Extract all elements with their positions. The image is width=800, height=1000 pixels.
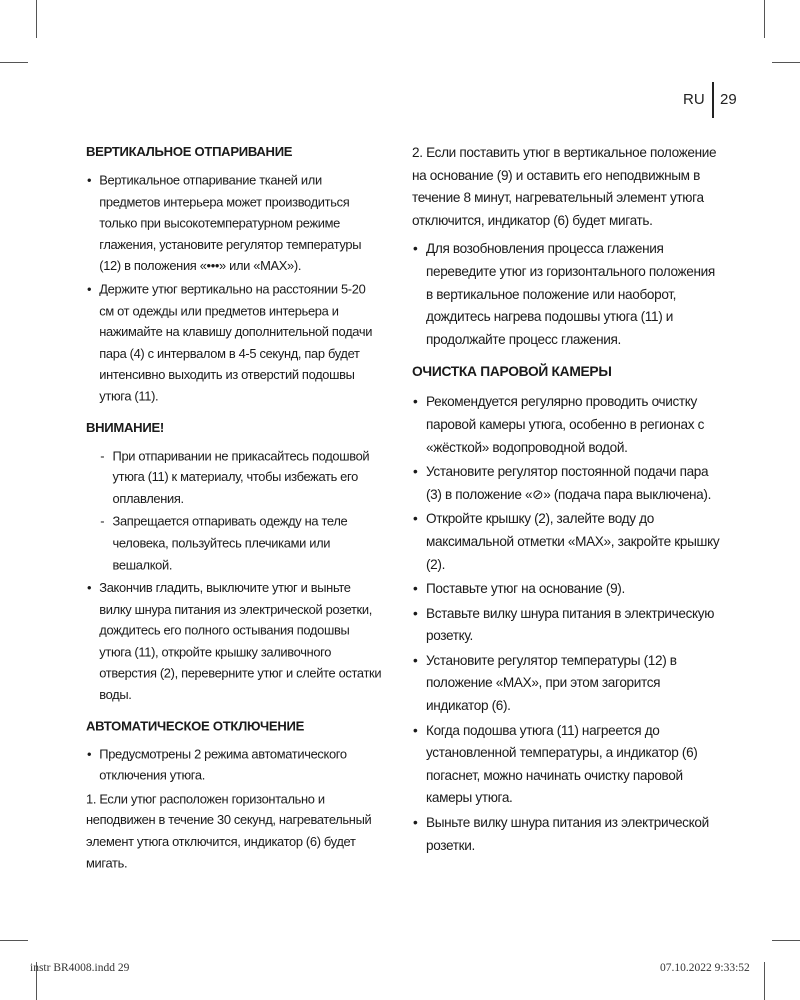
- page-header: [683, 90, 737, 110]
- list-item: • Откройте крышку (2), залейте воду до максимальной отметки «MAX», закройте крышку (2).: [412, 508, 724, 576]
- section-title-warning: ВНИМАНИЕ!: [86, 420, 164, 435]
- list-item: • Выньте вилку шнура питания из электрической розетки.: [412, 812, 724, 857]
- resume-list: [412, 238, 724, 351]
- page-number: 29: [720, 91, 737, 108]
- list-item: • Установите регулятор постоянной подачи пара (3) в положение «⊘» (подача пара выключена).: [412, 461, 724, 506]
- list-item: • Установите регулятор температуры (12) в положение «MAX», при этом загорится индикатор (6).: [412, 650, 724, 718]
- list-item: • Предусмотрены 2 режима автоматического отключения утюга.: [86, 744, 382, 787]
- list-item: • Для возобновления процесса глажения переведите утюг из горизонтального положения в вертикальное положение или наоборот, дождитесь нагрева подошвы утюга (11) и продолжайте процесс глажения.: [412, 238, 724, 351]
- crop-mark: [0, 940, 28, 941]
- crop-mark: [36, 0, 37, 38]
- right-column: [412, 142, 724, 859]
- section-title-vertical-steam: ВЕРТИКАЛЬНОЕ ОТПАРИВАНИЕ: [86, 144, 293, 160]
- crop-mark: [772, 940, 800, 941]
- list-item: • Вертикальное отпаривание тканей или предметов интерьера может производиться только при высокотемпературном режиме глажения, установите регулятор температуры (12) в положения «•••» или «MAX»).: [86, 170, 382, 277]
- list-item: • Рекомендуется регулярно проводить очистку паровой камеры утюга, особенно в регионах с «жёсткой» водопроводной водой.: [412, 391, 724, 459]
- footer-file-info: instr BR4008.indd 29: [30, 962, 130, 974]
- list-item: • Поставьте утюг на основание (9).: [412, 578, 724, 601]
- cleaning-list: [412, 391, 724, 857]
- section-title-cleaning: ОЧИСТКА ПАРОВОЙ КАМЕРЫ: [412, 364, 612, 380]
- auto-off-paragraph-2: 2. Если поставить утюг в вертикальное положение на основание (9) и оставить его неподвижным в течение 8 минут, нагревательный элемент утюга отключится, индикатор (6) будет мигать.: [412, 145, 717, 228]
- crop-mark: [764, 0, 765, 38]
- list-item: • Закончив гладить, выключите утюг и выньте вилку шнура питания из электрической розетки, дождитесь его полного остывания подошвы утюга (11), откройте крышку заливочного отверстия (2), переверните утюг и слейте остатки воды.: [86, 578, 382, 706]
- vertical-steam-list: [86, 170, 382, 407]
- list-item: - При отпаривании не прикасайтесь подошвой утюга (11) к материалу, чтобы избежать его оплавления.: [99, 446, 381, 510]
- warning-dash-list: [86, 446, 382, 576]
- crop-mark: [0, 62, 28, 63]
- auto-off-list: [86, 744, 382, 787]
- left-column: [86, 142, 382, 880]
- footer-datetime: 07.10.2022 9:33:52: [660, 962, 750, 974]
- auto-off-paragraph-1: 1. Если утюг расположен горизонтально и неподвижен в течение 30 секунд, нагревательный элемент утюга отключится, индикатор (6) будет мигать.: [86, 791, 372, 871]
- warning-after-list: [86, 578, 382, 706]
- list-item: • Держите утюг вертикально на расстоянии 5-20 см от одежды или предметов интерьера и нажимайте на клавишу дополнительной подачи пара (4) с интервалом в 4-5 секунд, пар будет интенсивно выходить из отверстий подошвы утюга (11).: [86, 279, 382, 407]
- crop-mark: [772, 62, 800, 63]
- section-title-auto-off: АВТОМАТИЧЕСКОЕ ОТКЛЮЧЕНИЕ: [86, 718, 305, 733]
- language-code: RU: [683, 91, 705, 108]
- header-divider: [712, 82, 714, 118]
- list-item: - Запрещается отпаривать одежду на теле человека, пользуйтесь плечиками или вешалкой.: [99, 512, 381, 576]
- list-item: • Вставьте вилку шнура питания в электрическую розетку.: [412, 603, 724, 648]
- list-item: • Когда подошва утюга (11) нагреется до установленной температуры, а индикатор (6) погаснет, можно начинать очистку паровой камеры утюга.: [412, 720, 724, 810]
- crop-mark: [764, 962, 765, 1000]
